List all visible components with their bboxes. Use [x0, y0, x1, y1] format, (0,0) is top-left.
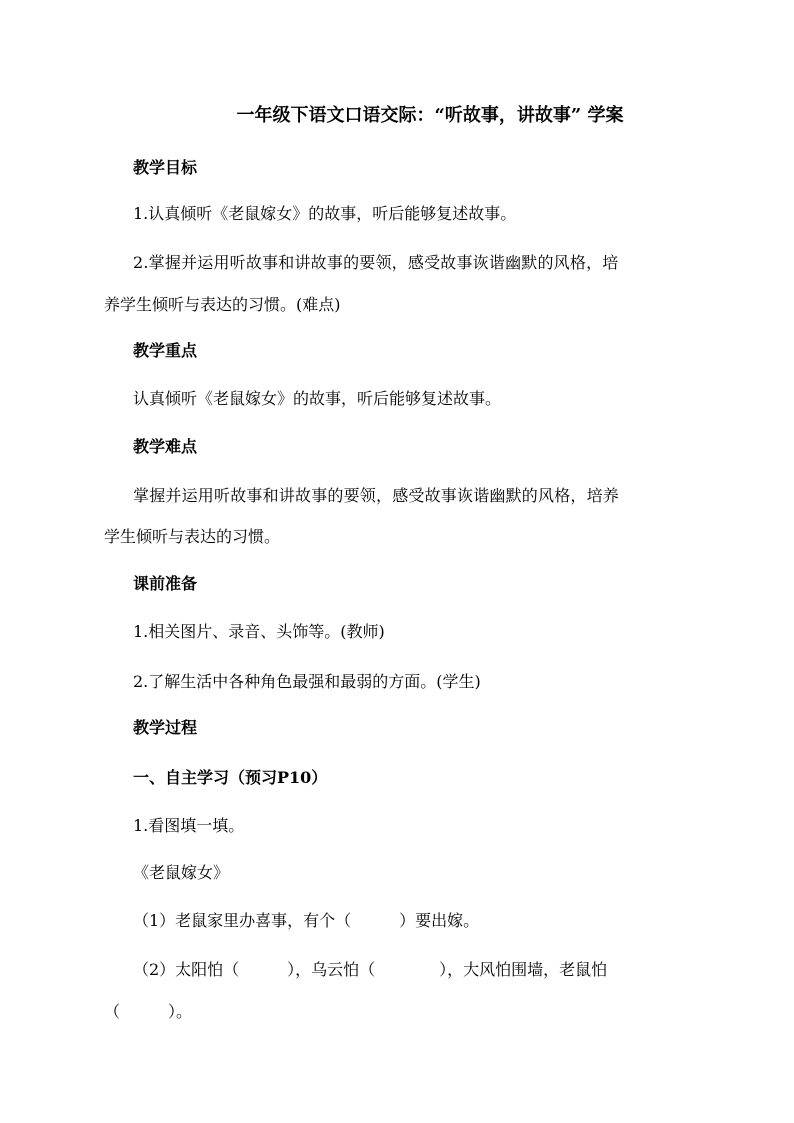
question-2-line-2: （ ）。	[104, 1002, 193, 1021]
preparation-item-2: 2.了解生活中各种角色最强和最弱的方面。(学生)	[133, 672, 481, 691]
heading-objectives: 教学目标	[133, 158, 198, 177]
story-title: 《老鼠嫁女》	[133, 863, 230, 882]
objective-item-2-line-1: 2.掌握并运用听故事和讲故事的要领，感受故事诙谐幽默的风格，培	[133, 253, 619, 272]
section-1-task-1: 1.看图填一填。	[133, 816, 245, 835]
heading-section-1: 一、自主学习（预习P10）	[133, 768, 328, 787]
difficulties-line-1: 掌握并运用听故事和讲故事的要领，感受故事诙谐幽默的风格，培养	[133, 486, 620, 505]
difficulties-line-2: 学生倾听与表达的习惯。	[104, 527, 281, 546]
heading-difficulties: 教学难点	[133, 437, 198, 456]
objective-item-2-line-2: 养学生倾听与表达的习惯。(难点)	[104, 295, 341, 314]
question-2-line-1: （2）太阳怕（ ），乌云怕（ ），大风怕围墙，老鼠怕	[133, 960, 608, 979]
heading-process: 教学过程	[133, 718, 198, 737]
question-1: （1）老鼠家里办喜事，有个（ ）要出嫁。	[133, 911, 480, 930]
objective-item-1: 1.认真倾听《老鼠嫁女》的故事，听后能够复述故事。	[133, 204, 517, 223]
heading-key-points: 教学重点	[133, 341, 198, 360]
key-points-text: 认真倾听《老鼠嫁女》的故事，听后能够复述故事。	[133, 389, 502, 408]
preparation-item-1: 1.相关图片、录音、头饰等。(教师)	[133, 622, 385, 641]
document-title: 一年级下语文口语交际：“听故事，讲故事” 学案	[236, 105, 624, 126]
heading-preparation: 课前准备	[133, 574, 198, 593]
